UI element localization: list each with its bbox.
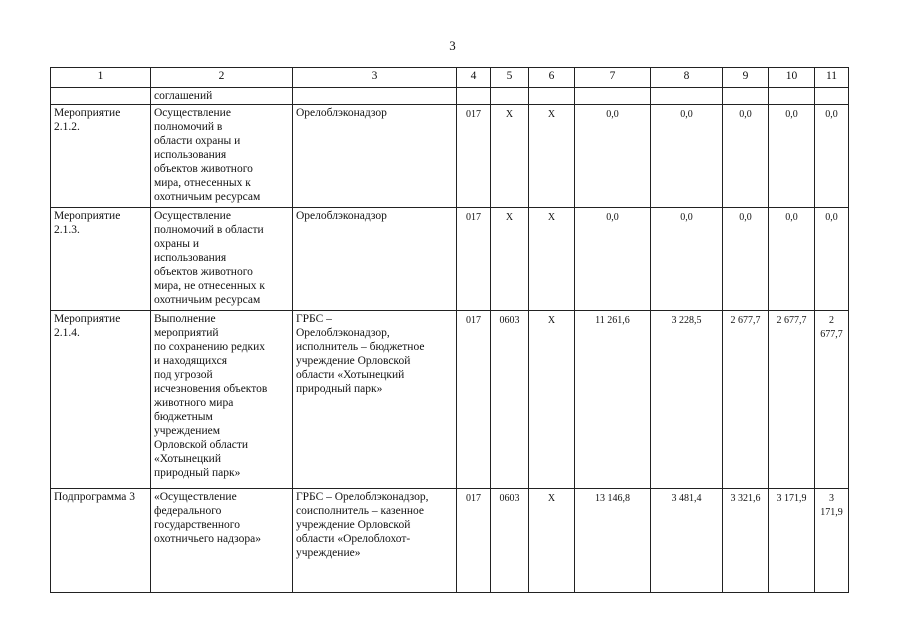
header-cell: 4 — [457, 68, 491, 88]
table-cell: Х — [529, 208, 575, 311]
table-cell: Мероприятие 2.1.4. — [51, 311, 151, 489]
table-cell: 0,0 — [575, 208, 651, 311]
table-cell — [575, 88, 651, 105]
header-cell: 3 — [293, 68, 457, 88]
table-cell: 0,0 — [651, 208, 723, 311]
header-cell: 10 — [769, 68, 815, 88]
table-cell: 0,0 — [723, 105, 769, 208]
header-cell: 1 — [51, 68, 151, 88]
table-cell: ГРБС – Орелоблэконадзор, соисполнитель – казенное учреждение Орловской области «Орелоблохот- учреждение» — [293, 489, 457, 593]
header-cell: 9 — [723, 68, 769, 88]
table-cell: Орелоблэконадзор — [293, 105, 457, 208]
table-cell: 017 — [457, 105, 491, 208]
table-cell: Мероприятие 2.1.2. — [51, 105, 151, 208]
table-cell: Х — [529, 489, 575, 593]
table-row — [51, 105, 849, 208]
table-cell: 0,0 — [769, 105, 815, 208]
table-cell: 0,0 — [575, 105, 651, 208]
table-cell: 017 — [457, 208, 491, 311]
table-cell: 0603 — [491, 311, 529, 489]
table-cell: 2 677,7 — [769, 311, 815, 489]
table-cell: Х — [491, 208, 529, 311]
table-cell: Мероприятие 2.1.3. — [51, 208, 151, 311]
page-number: 3 — [449, 38, 456, 53]
table-cell: 3 481,4 — [651, 489, 723, 593]
header-cell: 8 — [651, 68, 723, 88]
table-cell: 0,0 — [815, 208, 849, 311]
table-cell: 0,0 — [651, 105, 723, 208]
table-cell: 0603 — [491, 489, 529, 593]
table-cell: соглашений — [151, 88, 293, 105]
header-cell: 11 — [815, 68, 849, 88]
table-cell — [293, 88, 457, 105]
table-cell: Выполнение мероприятий по сохранению редких и находящихся под угрозой исчезновения объектов животного мира бюджетным учреждением Орловской области «Хотынецкий природный парк» — [151, 311, 293, 489]
header-cell: 6 — [529, 68, 575, 88]
table-cell: 017 — [457, 489, 491, 593]
table-cell: 2 677,7 — [815, 311, 849, 489]
table-cell: Х — [529, 311, 575, 489]
header-cell: 7 — [575, 68, 651, 88]
table-row — [51, 311, 849, 489]
header-cell: 2 — [151, 68, 293, 88]
table-cell — [529, 88, 575, 105]
table-cell: Х — [491, 105, 529, 208]
table-cell: 3 171,9 — [815, 489, 849, 593]
table-cell: 0,0 — [769, 208, 815, 311]
table-cell: 017 — [457, 311, 491, 489]
table-cell: 3 228,5 — [651, 311, 723, 489]
table-cell — [723, 88, 769, 105]
table-row — [51, 489, 849, 593]
table-cell: 11 261,6 — [575, 311, 651, 489]
table-cell: 13 146,8 — [575, 489, 651, 593]
header-row — [51, 68, 849, 88]
table-cell: 3 171,9 — [769, 489, 815, 593]
table-cell: Подпрограмма 3 — [51, 489, 151, 593]
table-cell — [457, 88, 491, 105]
table-cell: 0,0 — [723, 208, 769, 311]
table-cell: Осуществление полномочий в области охраны и использования объектов животного мира, отнесенных к охотничьим ресурсам — [151, 105, 293, 208]
table-cell: Осуществление полномочий в области охраны и использования объектов животного мира, не отнесенных к охотничьим ресурсам — [151, 208, 293, 311]
table-cell — [491, 88, 529, 105]
table-cell: 0,0 — [815, 105, 849, 208]
table-cell — [51, 88, 151, 105]
table-cell: Орелоблэконадзор — [293, 208, 457, 311]
table-cell — [769, 88, 815, 105]
header-cell: 5 — [491, 68, 529, 88]
table-cell: «Осуществление федерального государственного охотничьего надзора» — [151, 489, 293, 593]
table-cell — [651, 88, 723, 105]
table-cell: 3 321,6 — [723, 489, 769, 593]
table-row — [51, 88, 849, 105]
table-cell — [815, 88, 849, 105]
table-cell: 2 677,7 — [723, 311, 769, 489]
table-cell: ГРБС – Орелоблэконадзор, исполнитель – бюджетное учреждение Орловской области «Хотынецкий природный парк» — [293, 311, 457, 489]
table-row — [51, 208, 849, 311]
table-cell: Х — [529, 105, 575, 208]
budget-table — [50, 67, 849, 593]
